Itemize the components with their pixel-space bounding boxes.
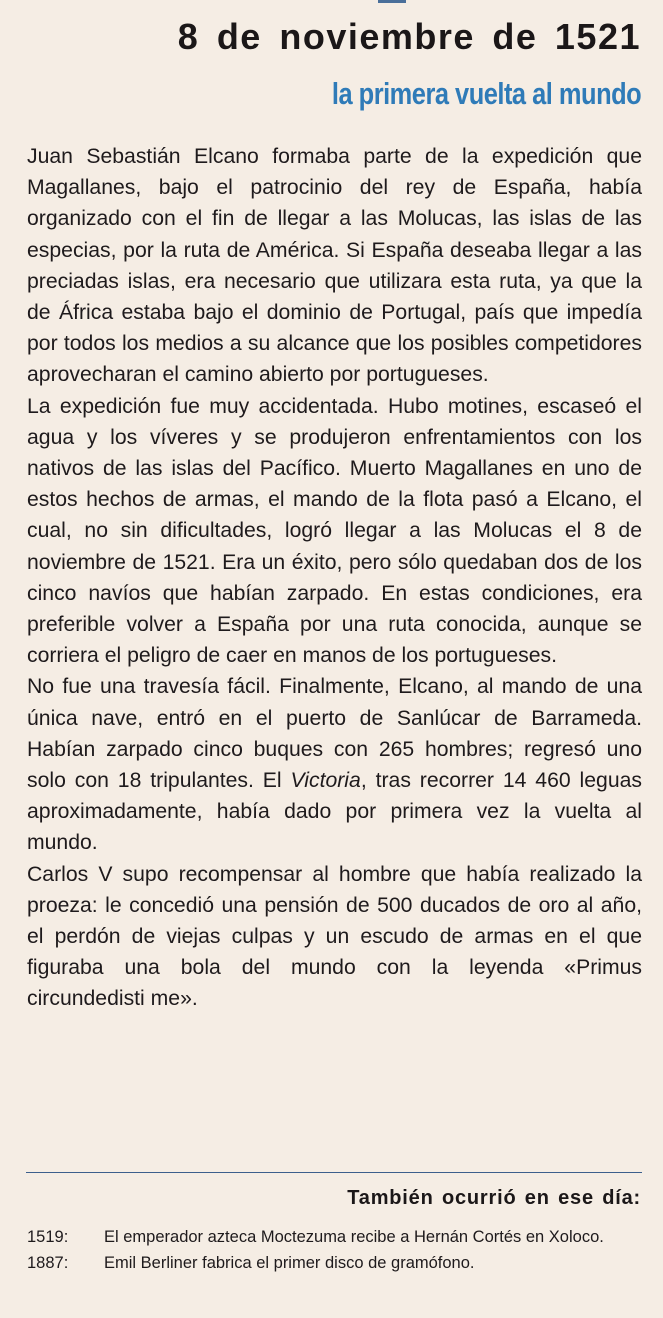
article-body [27,141,642,1015]
section-divider [26,1172,642,1173]
ship-name: Victoria [290,769,361,793]
paragraph-3-text-after: , tras recorrer 14 460 leguas aproximadamente, había dado por primera vez la vuelta al mundo. [27,769,642,855]
paragraph-4 [27,859,642,1015]
also-happened-heading: También ocurrió en ese día: [347,1187,641,1209]
paragraph-3-text-before: No fue una travesía fácil. Finalmente, Elcano, al mando de una única nave, entró en el puerto de Sanlúcar de Barrameda. Habían zarpado cinco buques con 265 hombres; regresó uno solo con 18 tripulantes. El [27,675,642,793]
paragraph-3 [27,671,642,858]
paragraph-2-text: La expedición fue muy accidentada. Hubo motines, escaseó el agua y los víveres y se produjeron enfrentamientos con los nativos de las islas del Pacífico. Muerto Magallanes en uno de estos hechos de armas, el mando de la flota pasó a Elcano, el cual, no sin dificultades, logró llegar a las Molucas el 8 de noviembre de 1521. Era un éxito, pero sólo quedaban dos de los cinco navíos que habían zarpado. En estas condiciones, era preferible volver a España por una ruta conocida, aunque se corriera el peligro de caer en manos de los portugueses. [27,394,642,668]
event-year: 1519: [27,1228,69,1246]
paragraph-1-text: Juan Sebastián Elcano formaba parte de la expedición que Magallanes, bajo el patrocinio del rey de España, había organizado con el fin de llegar a las Molucas, las islas de las especias, por la ruta de América. Si España deseaba llegar a las preciadas islas, era necesario que utilizara esta ruta, ya que la de África estaba bajo el dominio de Portugal, país que impedía por todos los medios a su alcance que los posibles competidores aprovecharan el camino abierto por portugueses. [27,145,642,387]
events-list [27,1227,647,1278]
event-item [27,1253,647,1275]
event-text: El emperador azteca Moctezuma recibe a Hernán Cortés en Xoloco. [104,1228,604,1246]
paragraph-2 [27,391,642,672]
paragraph-4-text: Carlos V supo recompensar al hombre que había realizado la proeza: le concedió una pensión de 500 ducados de oro al año, el perdón de viejas culpas y un escudo de armas en el que figuraba una bola del mundo con la leyenda «Primus circundedisti me». [27,862,642,1011]
page-subtitle: la primera vuelta al mundo [331,76,641,111]
event-text: Emil Berliner fabrica el primer disco de gramófono. [104,1253,475,1272]
paragraph-1 [27,141,642,391]
page-title: 8 de noviembre de 1521 [177,16,641,57]
event-year: 1887: [27,1253,69,1272]
top-edge-mark [378,0,406,3]
event-item [27,1227,647,1249]
